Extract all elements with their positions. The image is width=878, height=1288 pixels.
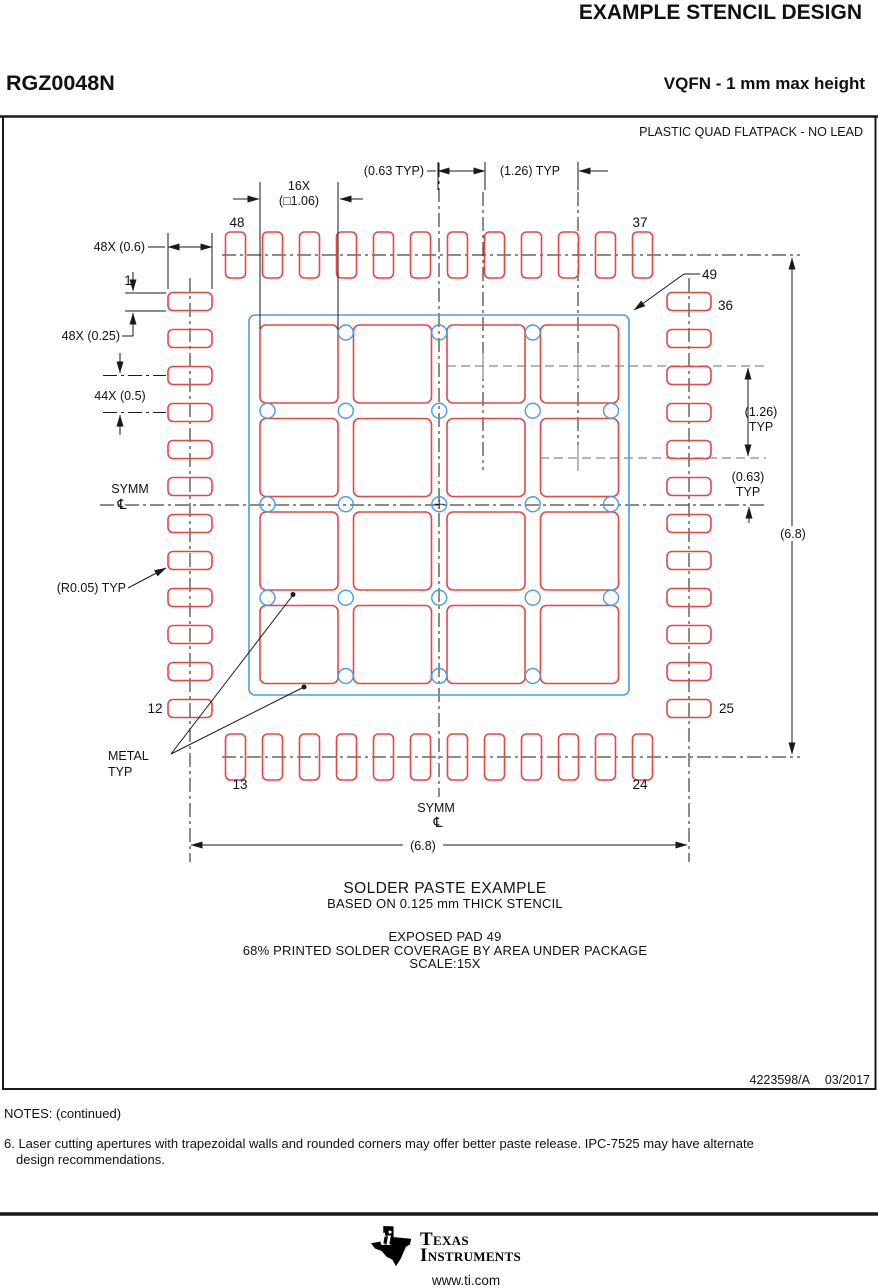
doc-number — [750, 1073, 871, 1087]
metal-label: METAL — [108, 749, 149, 763]
dim-width-total — [191, 838, 687, 853]
dim-pad-width — [62, 272, 166, 343]
pin-49-callout — [634, 267, 717, 310]
pin-37-label: 37 — [632, 215, 648, 230]
dim-16x — [233, 179, 363, 329]
via-circle — [604, 497, 619, 512]
pin-13-label: 13 — [232, 777, 248, 792]
ti-brand-text — [420, 1229, 521, 1266]
via-circle — [338, 590, 353, 605]
dim-corner-radius — [57, 568, 166, 595]
dim-16x-value: (□1.06) — [278, 194, 320, 208]
pin-25-label: 25 — [719, 701, 735, 716]
via-circle — [260, 497, 275, 512]
paste-aperture — [447, 512, 525, 590]
reference-lines — [447, 353, 766, 471]
via-circle — [604, 403, 619, 418]
paste-aperture — [541, 419, 619, 497]
pin-1-label: 1 — [124, 273, 132, 288]
dim-48x-025-label: 48X (0.25) — [61, 329, 120, 343]
via-circle — [525, 403, 540, 418]
symm-bottom — [417, 801, 455, 830]
dim-126-right-typ: TYP — [748, 420, 774, 434]
dim-48x-06-label: 48X (0.6) — [93, 240, 145, 254]
paste-aperture — [354, 512, 432, 590]
metal-typ-label: TYP — [108, 765, 133, 779]
ti-mark: ti — [380, 1226, 392, 1250]
dim-pad-length — [94, 233, 212, 289]
caption-exposed-pad: EXPOSED PAD 49 — [388, 929, 502, 944]
via-circle — [260, 590, 275, 605]
doc-number-date: 03/2017 — [824, 1073, 870, 1087]
via-circle — [338, 403, 353, 418]
via-circle — [525, 669, 540, 684]
package-type: PLASTIC QUAD FLATPACK - NO LEAD — [639, 125, 863, 139]
dim-126-right-label: (1.26) — [744, 405, 778, 419]
dim-right-pitch — [732, 368, 778, 523]
dim-16x-label: 16X — [287, 179, 311, 193]
caption-coverage: 68% PRINTED SOLDER COVERAGE BY AREA UNDER PACKAGE — [242, 943, 648, 958]
paste-aperture — [447, 606, 525, 684]
package-info: VQFN - 1 mm max height — [663, 74, 865, 93]
part-number: RGZ0048N — [6, 71, 115, 95]
document-title: EXAMPLE STENCIL DESIGN — [578, 1, 862, 24]
symm-bottom-label: SYMM — [417, 801, 455, 815]
note-6-line2: design recommendations. — [16, 1152, 165, 1167]
paste-aperture — [541, 606, 619, 684]
ti-logo — [371, 1226, 591, 1270]
dim-063-right-typ: TYP — [735, 485, 761, 499]
doc-number-id: 4223598/A — [749, 1073, 810, 1087]
paste-aperture — [447, 419, 525, 497]
metal-callout — [108, 592, 307, 779]
pin-12-label: 12 — [147, 701, 163, 716]
via-circle — [260, 403, 275, 418]
dim-063-right-label: (0.63) — [731, 470, 765, 484]
via-circle — [525, 590, 540, 605]
dim-pad-pitch — [94, 353, 145, 435]
via-circle — [338, 325, 353, 340]
centerline-symbol-bottom: ℄ — [433, 814, 443, 830]
paste-aperture — [354, 419, 432, 497]
paste-aperture — [541, 325, 619, 403]
via-circle — [525, 497, 540, 512]
brand-texas: Texas — [420, 1229, 469, 1250]
paste-aperture — [260, 606, 338, 684]
via-circle — [604, 590, 619, 605]
dim-height-total — [775, 258, 811, 754]
paste-aperture — [447, 325, 525, 403]
pin-36-label: 36 — [718, 298, 734, 313]
paste-aperture — [260, 325, 338, 403]
note-6-line1: 6. Laser cutting apertures with trapezoidal walls and rounded corners may offer better paste release. IPC-7525 may have alternate — [4, 1136, 754, 1151]
paste-aperture — [260, 419, 338, 497]
paste-aperture — [354, 606, 432, 684]
caption-title: SOLDER PASTE EXAMPLE — [343, 880, 547, 897]
dim-68-vertical-label: (6.8) — [780, 527, 806, 541]
centerline-symbol-left: ℄ — [117, 496, 127, 512]
ti-url: www.ti.com — [431, 1273, 501, 1288]
caption-subtitle: BASED ON 0.125 mm THICK STENCIL — [327, 896, 563, 911]
pin-49-label: 49 — [702, 267, 718, 282]
dim-68-horizontal-label: (6.8) — [410, 839, 436, 853]
caption-scale: SCALE:15X — [409, 956, 481, 971]
via-circle — [338, 497, 353, 512]
dim-44x-05-label: 44X (0.5) — [94, 389, 146, 403]
symm-left — [111, 482, 149, 512]
pin-24-label: 24 — [632, 777, 648, 792]
dim-r005-label: (R0.05) TYP — [56, 581, 126, 595]
paste-aperture — [260, 512, 338, 590]
dim-126-top-label: (1.26) TYP — [499, 164, 561, 178]
dim-063-top-label: (0.63 TYP) — [363, 164, 424, 178]
pin-48-label: 48 — [229, 215, 245, 230]
notes-heading: NOTES: (continued) — [4, 1106, 122, 1121]
brand-instruments: Instruments — [420, 1245, 521, 1266]
symm-left-label: SYMM — [111, 482, 149, 496]
paste-aperture — [354, 325, 432, 403]
via-circle — [338, 669, 353, 684]
via-circle — [525, 325, 540, 340]
paste-aperture — [541, 512, 619, 590]
drawing-captions — [243, 880, 648, 971]
dim-top-pitch — [364, 162, 608, 190]
